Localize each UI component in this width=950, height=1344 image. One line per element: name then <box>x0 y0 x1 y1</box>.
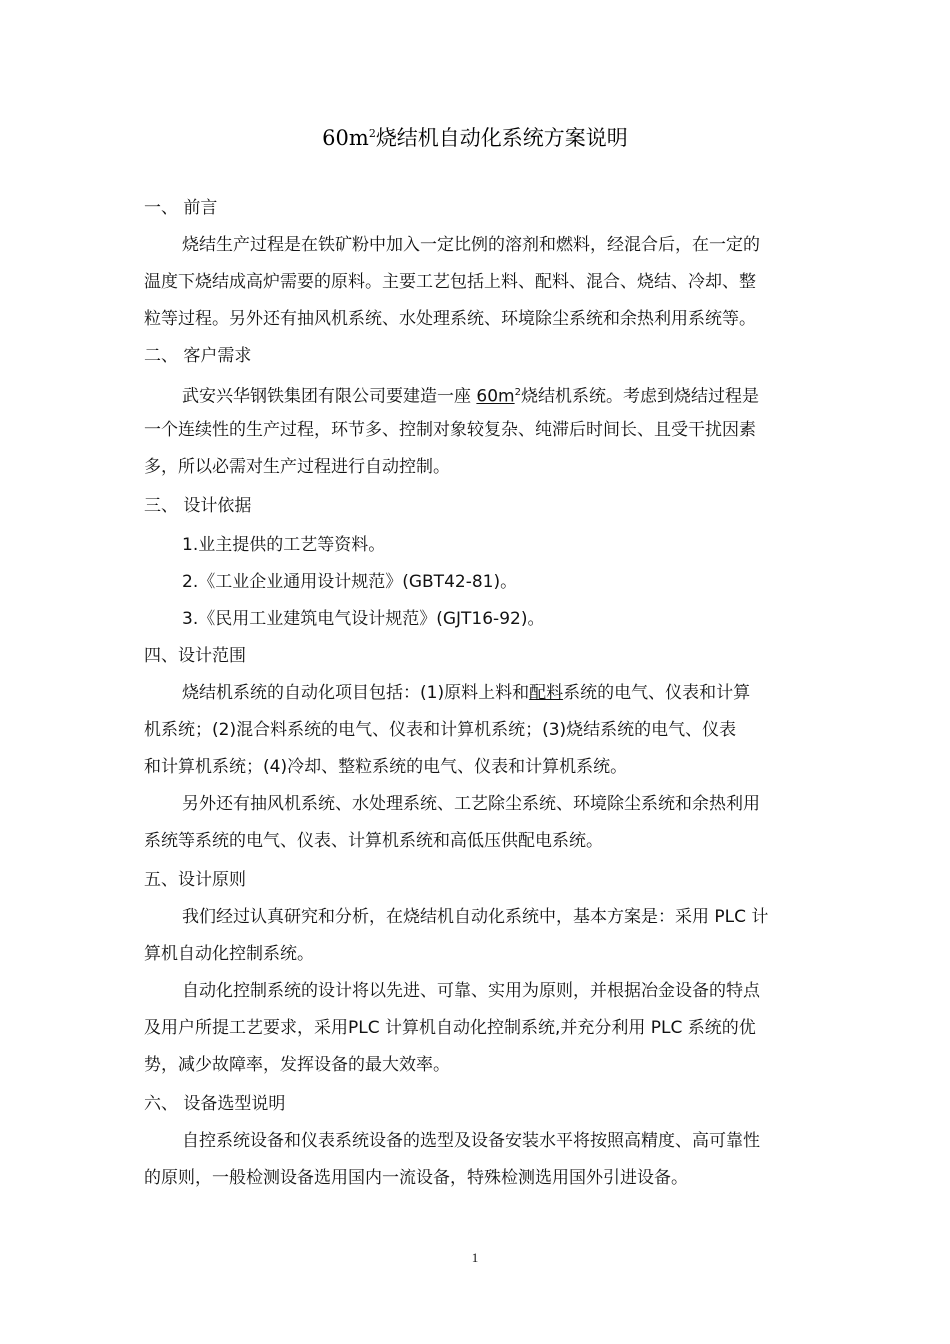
list-item: 1.业主提供的工艺等资料。 <box>182 535 386 555</box>
section-heading: 四、设计范围 <box>144 646 246 666</box>
paragraph-line: 自控系统设备和仪表系统设备的选型及设备安装水平将按照高精度、高可靠性 <box>182 1131 760 1151</box>
document-title <box>0 116 950 156</box>
paragraph-line: 自动化控制系统的设计将以先进、可靠、实用为原则，并根据冶金设备的特点 <box>182 981 760 1001</box>
underlined-text: 60m <box>476 386 515 407</box>
page-number: 1 <box>471 1250 479 1265</box>
section-heading: 三、 设计依据 <box>144 496 252 516</box>
paragraph-line: 系统等系统的电气、仪表、计算机系统和高低压供配电系统。 <box>144 831 603 851</box>
section-heading: 二、 客户需求 <box>144 346 252 366</box>
paragraph-line: 温度下烧结成高炉需要的原料。主要工艺包括上料、配料、混合、烧结、冷却、整 <box>144 272 756 292</box>
section-heading: 六、 设备选型说明 <box>144 1094 286 1114</box>
paragraph-line: 及用户所提工艺要求，采用PLC 计算机自动化控制系统,并充分利用 PLC 系统的优 <box>144 1018 756 1038</box>
section-heading: 五、设计原则 <box>144 870 246 890</box>
paragraph-line: 多，所以必需对生产过程进行自动控制。 <box>144 457 450 477</box>
title-prefix: 60m <box>322 126 369 150</box>
text-span: 武安兴华钢铁集团有限公司要建造一座 <box>182 386 477 407</box>
paragraph-line: 另外还有抽风机系统、水处理系统、工艺除尘系统、环境除尘系统和余热利用 <box>182 794 760 814</box>
paragraph-line: 粒等过程。另外还有抽风机系统、水处理系统、环境除尘系统和余热利用系统等。 <box>144 309 756 329</box>
paragraph-line: 算机自动化控制系统。 <box>144 944 314 964</box>
list-item: 3.《民用工业建筑电气设计规范》(GJT16-92)。 <box>182 609 545 629</box>
list-item: 2.《工业企业通用设计规范》(GBT42-81)。 <box>182 572 518 592</box>
paragraph-line: 烧结生产过程是在铁矿粉中加入一定比例的溶剂和燃料，经混合后，在一定的 <box>182 235 760 255</box>
text-span: 烧结机系统的自动化项目包括：(1)原料上料和 <box>182 683 530 703</box>
paragraph-line <box>182 380 842 410</box>
paragraph-line: 机系统；(2)混合料系统的电气、仪表和计算机系统；(3)烧结系统的电气、仪表 <box>144 720 737 740</box>
title-superscript: 2 <box>368 127 376 140</box>
title-text: 烧结机自动化系统方案说明 <box>375 126 628 150</box>
superscript: 2 <box>514 387 521 398</box>
paragraph-line: 和计算机系统；(4)冷却、整粒系统的电气、仪表和计算机系统。 <box>144 757 628 777</box>
paragraph-line: 我们经过认真研究和分析，在烧结机自动化系统中，基本方案是：采用 PLC 计 <box>182 907 769 927</box>
text-span: 烧结机系统。考虑到烧结过程是 <box>520 386 759 407</box>
paragraph-line: 势，减少故障率，发挥设备的最大效率。 <box>144 1055 450 1075</box>
paragraph-line <box>182 680 842 706</box>
paragraph-line: 一个连续性的生产过程，环节多、控制对象较复杂、纯滞后时间长、且受干扰因素 <box>144 420 756 440</box>
text-span: 系统的电气、仪表和计算 <box>563 683 751 703</box>
paragraph-line: 的原则，一般检测设备选用国内一流设备，特殊检测选用国外引进设备。 <box>144 1168 688 1188</box>
section-heading: 一、 前言 <box>144 198 218 218</box>
underlined-text: 配料 <box>529 683 564 703</box>
